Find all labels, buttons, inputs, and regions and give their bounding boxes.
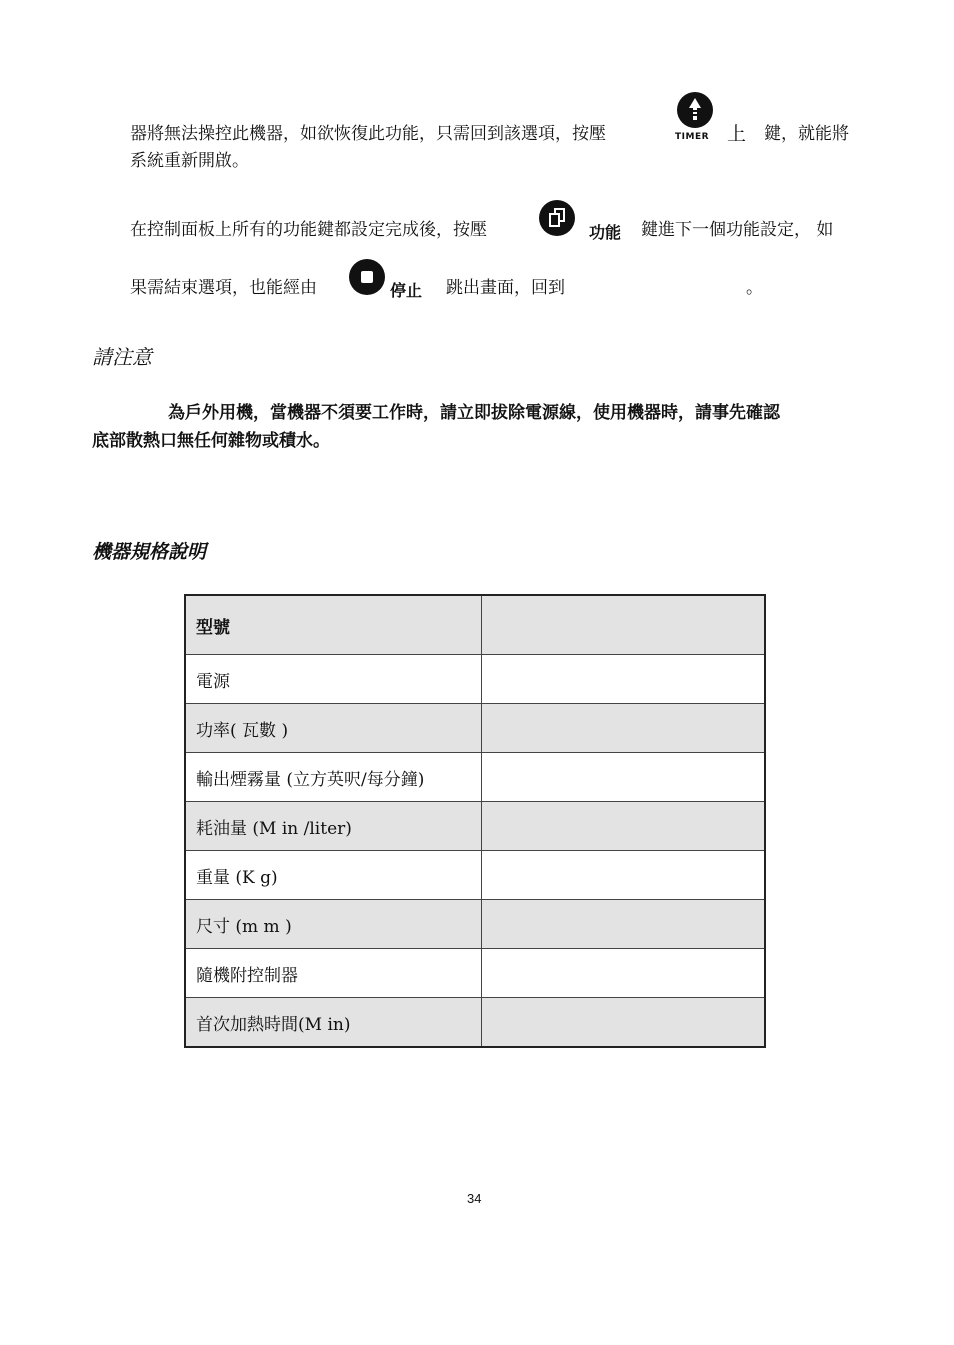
spec-label-controller: 隨機附控制器 xyxy=(185,949,482,998)
spec-value xyxy=(482,851,766,900)
spec-value xyxy=(482,655,766,704)
table-row xyxy=(185,949,765,998)
spec-label-heat-up-time: 首次加熱時間(M in) xyxy=(185,998,482,1048)
spec-value xyxy=(482,802,766,851)
spec-value xyxy=(482,998,766,1048)
spec-value xyxy=(482,753,766,802)
table-row xyxy=(185,900,765,949)
key-up-label: 上 xyxy=(727,123,747,145)
notice-line1: 為戶外用機，當機器不須要工作時，請立即拔除電源線，使用機器時，請事先確認 xyxy=(168,403,780,423)
para2-line2-tail: 跳出畫面，回到 xyxy=(446,278,565,298)
spec-label-wattage: 功率( 瓦數 ) xyxy=(185,704,482,753)
para2-line2-end: 。 xyxy=(746,278,763,298)
spec-table xyxy=(184,594,766,1048)
table-row xyxy=(185,851,765,900)
spec-heading: 機器規格說明 xyxy=(92,541,207,563)
stop-label: 停止 xyxy=(390,281,423,300)
para1-line2: 系統重新開啟。 xyxy=(130,151,249,171)
para1-line1-tail: 鍵，就能將 xyxy=(764,124,849,144)
table-row xyxy=(185,655,765,704)
function-icon xyxy=(539,200,575,236)
spec-label-weight: 重量 (K g) xyxy=(185,851,482,900)
table-row xyxy=(185,595,765,655)
table-row xyxy=(185,802,765,851)
spec-value xyxy=(482,704,766,753)
notice-line2: 底部散熱口無任何雜物或積水。 xyxy=(92,431,330,451)
spec-label-model: 型號 xyxy=(185,595,482,655)
spec-label-power-source: 電源 xyxy=(185,655,482,704)
table-row xyxy=(185,753,765,802)
timer-icon xyxy=(677,92,713,128)
spec-label-fog-output: 輸出煙霧量 (立方英呎/每分鐘) xyxy=(185,753,482,802)
timer-label: TIMER xyxy=(675,132,710,142)
para2-line1: 在控制面板上所有的功能鍵都設定完成後，按壓 xyxy=(130,220,487,240)
spec-value xyxy=(482,900,766,949)
spec-label-dimensions: 尺寸 (m m ) xyxy=(185,900,482,949)
spec-value xyxy=(482,949,766,998)
notice-heading: 請注意 xyxy=(92,345,152,369)
table-row xyxy=(185,704,765,753)
spec-label-fluid-consumption: 耗油量 (M in /liter) xyxy=(185,802,482,851)
page-number: 34 xyxy=(467,1191,482,1206)
spec-value xyxy=(482,595,766,655)
para1-line1 xyxy=(130,121,606,148)
table-row xyxy=(185,998,765,1048)
para2-line2-head: 果需結束選項，也能經由 xyxy=(130,278,317,298)
function-label: 功能 xyxy=(589,223,622,242)
stop-icon xyxy=(349,259,385,295)
para2-line1-tail: 鍵進下一個功能設定， 如 xyxy=(641,220,834,240)
para1-line1-text: 器將無法操控此機器，如欲恢復此功能，只需回到該選項，按壓 xyxy=(130,124,606,144)
